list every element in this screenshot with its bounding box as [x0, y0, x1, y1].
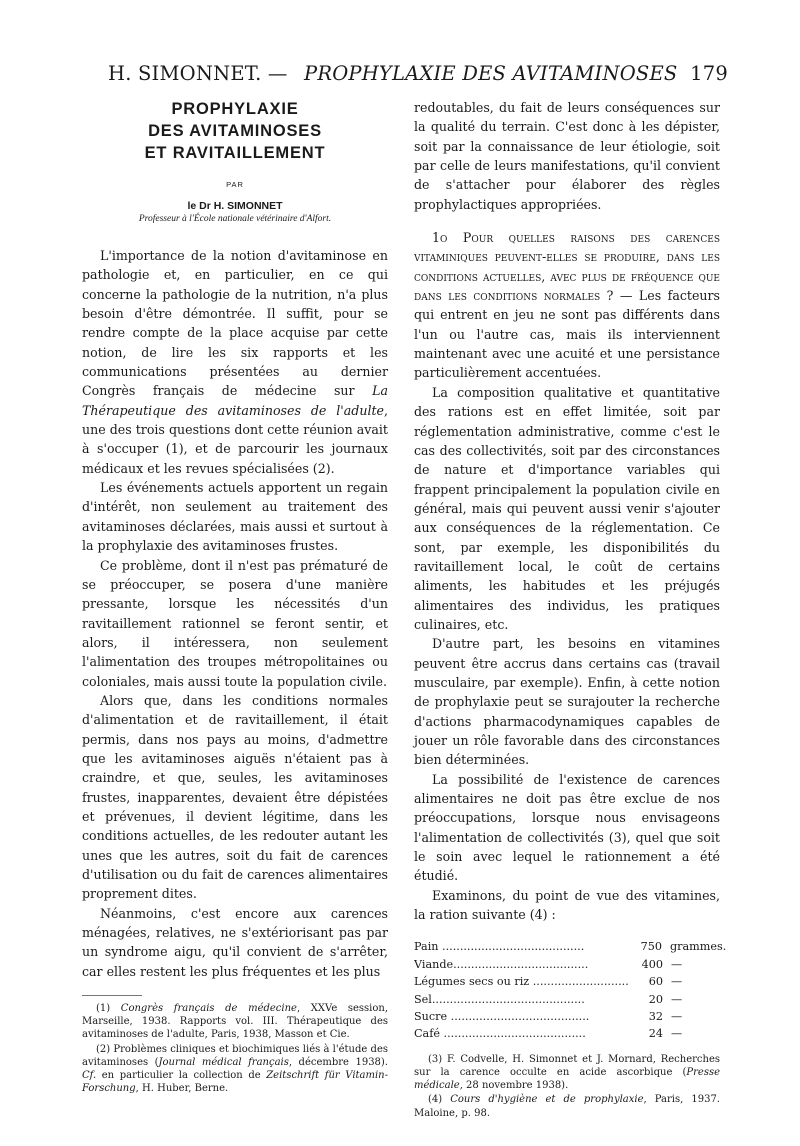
right-column: [414, 98, 727, 1121]
header-title: PROPHYLAXIE DES AVITAMINOSES: [304, 62, 678, 85]
page-number: 179: [690, 62, 728, 85]
footnote-1: (1) Congrès français de médecine, XXVe session, Marseille, 1938. Rapports vol. III. Thérapeutique des avitaminoses de l'adulte, Paris, 1938, Masson et Cie.: [82, 1003, 389, 1041]
header-author: H. SIMONNET. —: [108, 62, 288, 85]
ration-row: Café ........................................ 24 —: [414, 1027, 683, 1041]
ration-table: [414, 938, 727, 1042]
left-column: [82, 98, 388, 1096]
paragraph: La composition qualitative et quantitative des rations est en effet limitée, soit par réglementation administrative, comme c'est le cas des collectivités, soit par des circonstances de nature et d'importance variables qui frappent principalement la population civile en général, mais qui peuvent aussi venir s'ajouter aux conséquences de la réglementation. Ce sont, par exemple, les disponibilités du ravitaillement local, le coût de certains aliments, les habitudes et les préjugés alimentaires des individus, les pratiques culinaires, etc.: [414, 384, 720, 632]
paragraph: D'autre part, les besoins en vitamines peuvent être accrus dans certains cas (travail musculaire, par exemple). Enfin, à cette notion de prophylaxie peut se surajouter la recherche d'actions pharmacodynamiques capables de jouer un rôle favorable dans des circonstances bien déterminées.: [414, 636, 720, 768]
par-label: PAR: [226, 180, 244, 189]
ration-row: Pain ........................................ 750 grammes.: [414, 940, 727, 954]
footnote-3: (3) F. Codvelle, H. Simonnet et J. Mornard, Recherches sur la carence occulte en acide ascorbique (Presse médicale, 28 novembre 1938).: [414, 1053, 720, 1092]
article-title: [82, 98, 388, 164]
footnote-2: (2) Problèmes cliniques et biochimiques liés à l'étude des avitaminoses (Journal médical français, décembre 1938). Cf. en particulier la collection de Zeitschrift für Vitamin-Forschung, H. Huber, Berne.: [82, 1043, 388, 1095]
paragraph: La possibilité de l'existence de carences alimentaires ne doit pas être exclue de nos préoccupations, lorsque nous envisageons l'alimentation de collectivités (3), quel que soit le soin avec lequel le rationnement a été étudié.: [414, 771, 720, 884]
left-footnotes: [82, 1002, 388, 1095]
ration-row: Sucre ....................................... 32 —: [414, 1010, 683, 1024]
ration-row: Légumes secs ou riz ........................... 60 —: [414, 975, 683, 989]
paragraph: Alors que, dans les conditions normales d'alimentation et de ravitaillement, il était permis, dans nos pays au moins, d'admettre que les avitaminoses aiguës n'étaient pas à craindre, et que, seules, les avitaminoses frustes, inapparentes, devaient être dépistées et prévenues, il devient légitime, dans les conditions actuelles, de les redouter autant les unes que les autres, soit du fait de carences d'utilisation ou du fait de carences alimentaires proprement dites.: [82, 692, 388, 902]
title-line-3: ET RAVITAILLEMENT: [144, 144, 326, 162]
section-1-paragraph: 1o Pour quelles raisons des carences vitaminiques peuvent-elles se produire, dans les conditions actuelles, avec plus de fréquence que dans les conditions normales ? — Les facteurs qui entrent en jeu ne sont pas différents dans l'un ou l'autre cas, mais ils interviennent maintenant avec une acuité et une persistance particulièrement accentuées.: [414, 230, 721, 381]
right-body-text: [414, 98, 720, 924]
footnote-divider: [82, 995, 142, 996]
paragraph: Ce problème, dont il n'est pas prématuré de se préoccuper, se posera d'une manière pressante, lorsque les nécessités d'un ravitaillement rationnel se feront sentir, et alors, il intéressera, non seulement l'alimentation des troupes métropolitaines ou coloniales, mais aussi toute la population civile.: [82, 557, 388, 689]
paragraph: Néanmoins, c'est encore aux carences ménagées, relatives, ne s'extériorisant pas par un syndrome aigu, qu'il convient de s'arrêter, car elles restent les plus fréquentes et les plus: [82, 905, 388, 979]
ration-row: Viande...................................... 400 —: [414, 957, 683, 971]
left-body-text: [82, 246, 388, 981]
right-footnotes: [414, 1053, 720, 1120]
title-line-2: DES AVITAMINOSES: [148, 122, 322, 140]
section-1-heading: 1o Pour quelles raisons des carences vitaminiques peuvent-elles se produire, dans les conditions actuelles, avec plus de fréquence que dans les conditions normales ?: [414, 230, 720, 304]
footnote-4: (4) Cours d'hygiène et de prophylaxie, Paris, 1937. Maloine, p. 98.: [414, 1094, 720, 1119]
paragraph: Examinons, du point de vue des vitamines, la ration suivante (4) :: [414, 887, 720, 923]
paragraph: L'importance de la notion d'avitaminose en pathologie et, en particulier, en ce qui concerne la pathologie de la nutrition, n'a plus besoin d'être démontrée. Il suffit, pour se rendre compte de la place acquise par cette notion, de lire les six rapports et les communications présentées au dernier Congrès français de médecine sur La Thérapeutique des avitaminoses de l'adulte, une des trois questions dont cette réunion avait à s'occuper (1), et de parcourir les journaux médicaux et les revues spécialisées (2).: [82, 248, 388, 476]
author-affiliation: Professeur à l'École nationale vétérinaire d'Alfort.: [138, 214, 332, 224]
paragraph: Les événements actuels apportent un regain d'intérêt, non seulement au traitement des avitaminoses déclarées, mais aussi et surtout à la prophylaxie des avitaminoses frustes.: [82, 480, 388, 554]
title-line-1: PROPHYLAXIE: [171, 100, 299, 118]
ration-row: Sel........................................... 20 —: [414, 992, 683, 1006]
author-byline: le Dr H. SIMONNET: [187, 200, 283, 212]
running-header: [108, 62, 728, 92]
paragraph: redoutables, du fait de leurs conséquences sur la qualité du terrain. C'est donc à les dépister, soit par la connaissance de leur étiologie, soit par celle de leurs manifestations, qu'il convient de s'attacher pour élaborer des règles prophylactiques appropriées.: [414, 100, 720, 212]
